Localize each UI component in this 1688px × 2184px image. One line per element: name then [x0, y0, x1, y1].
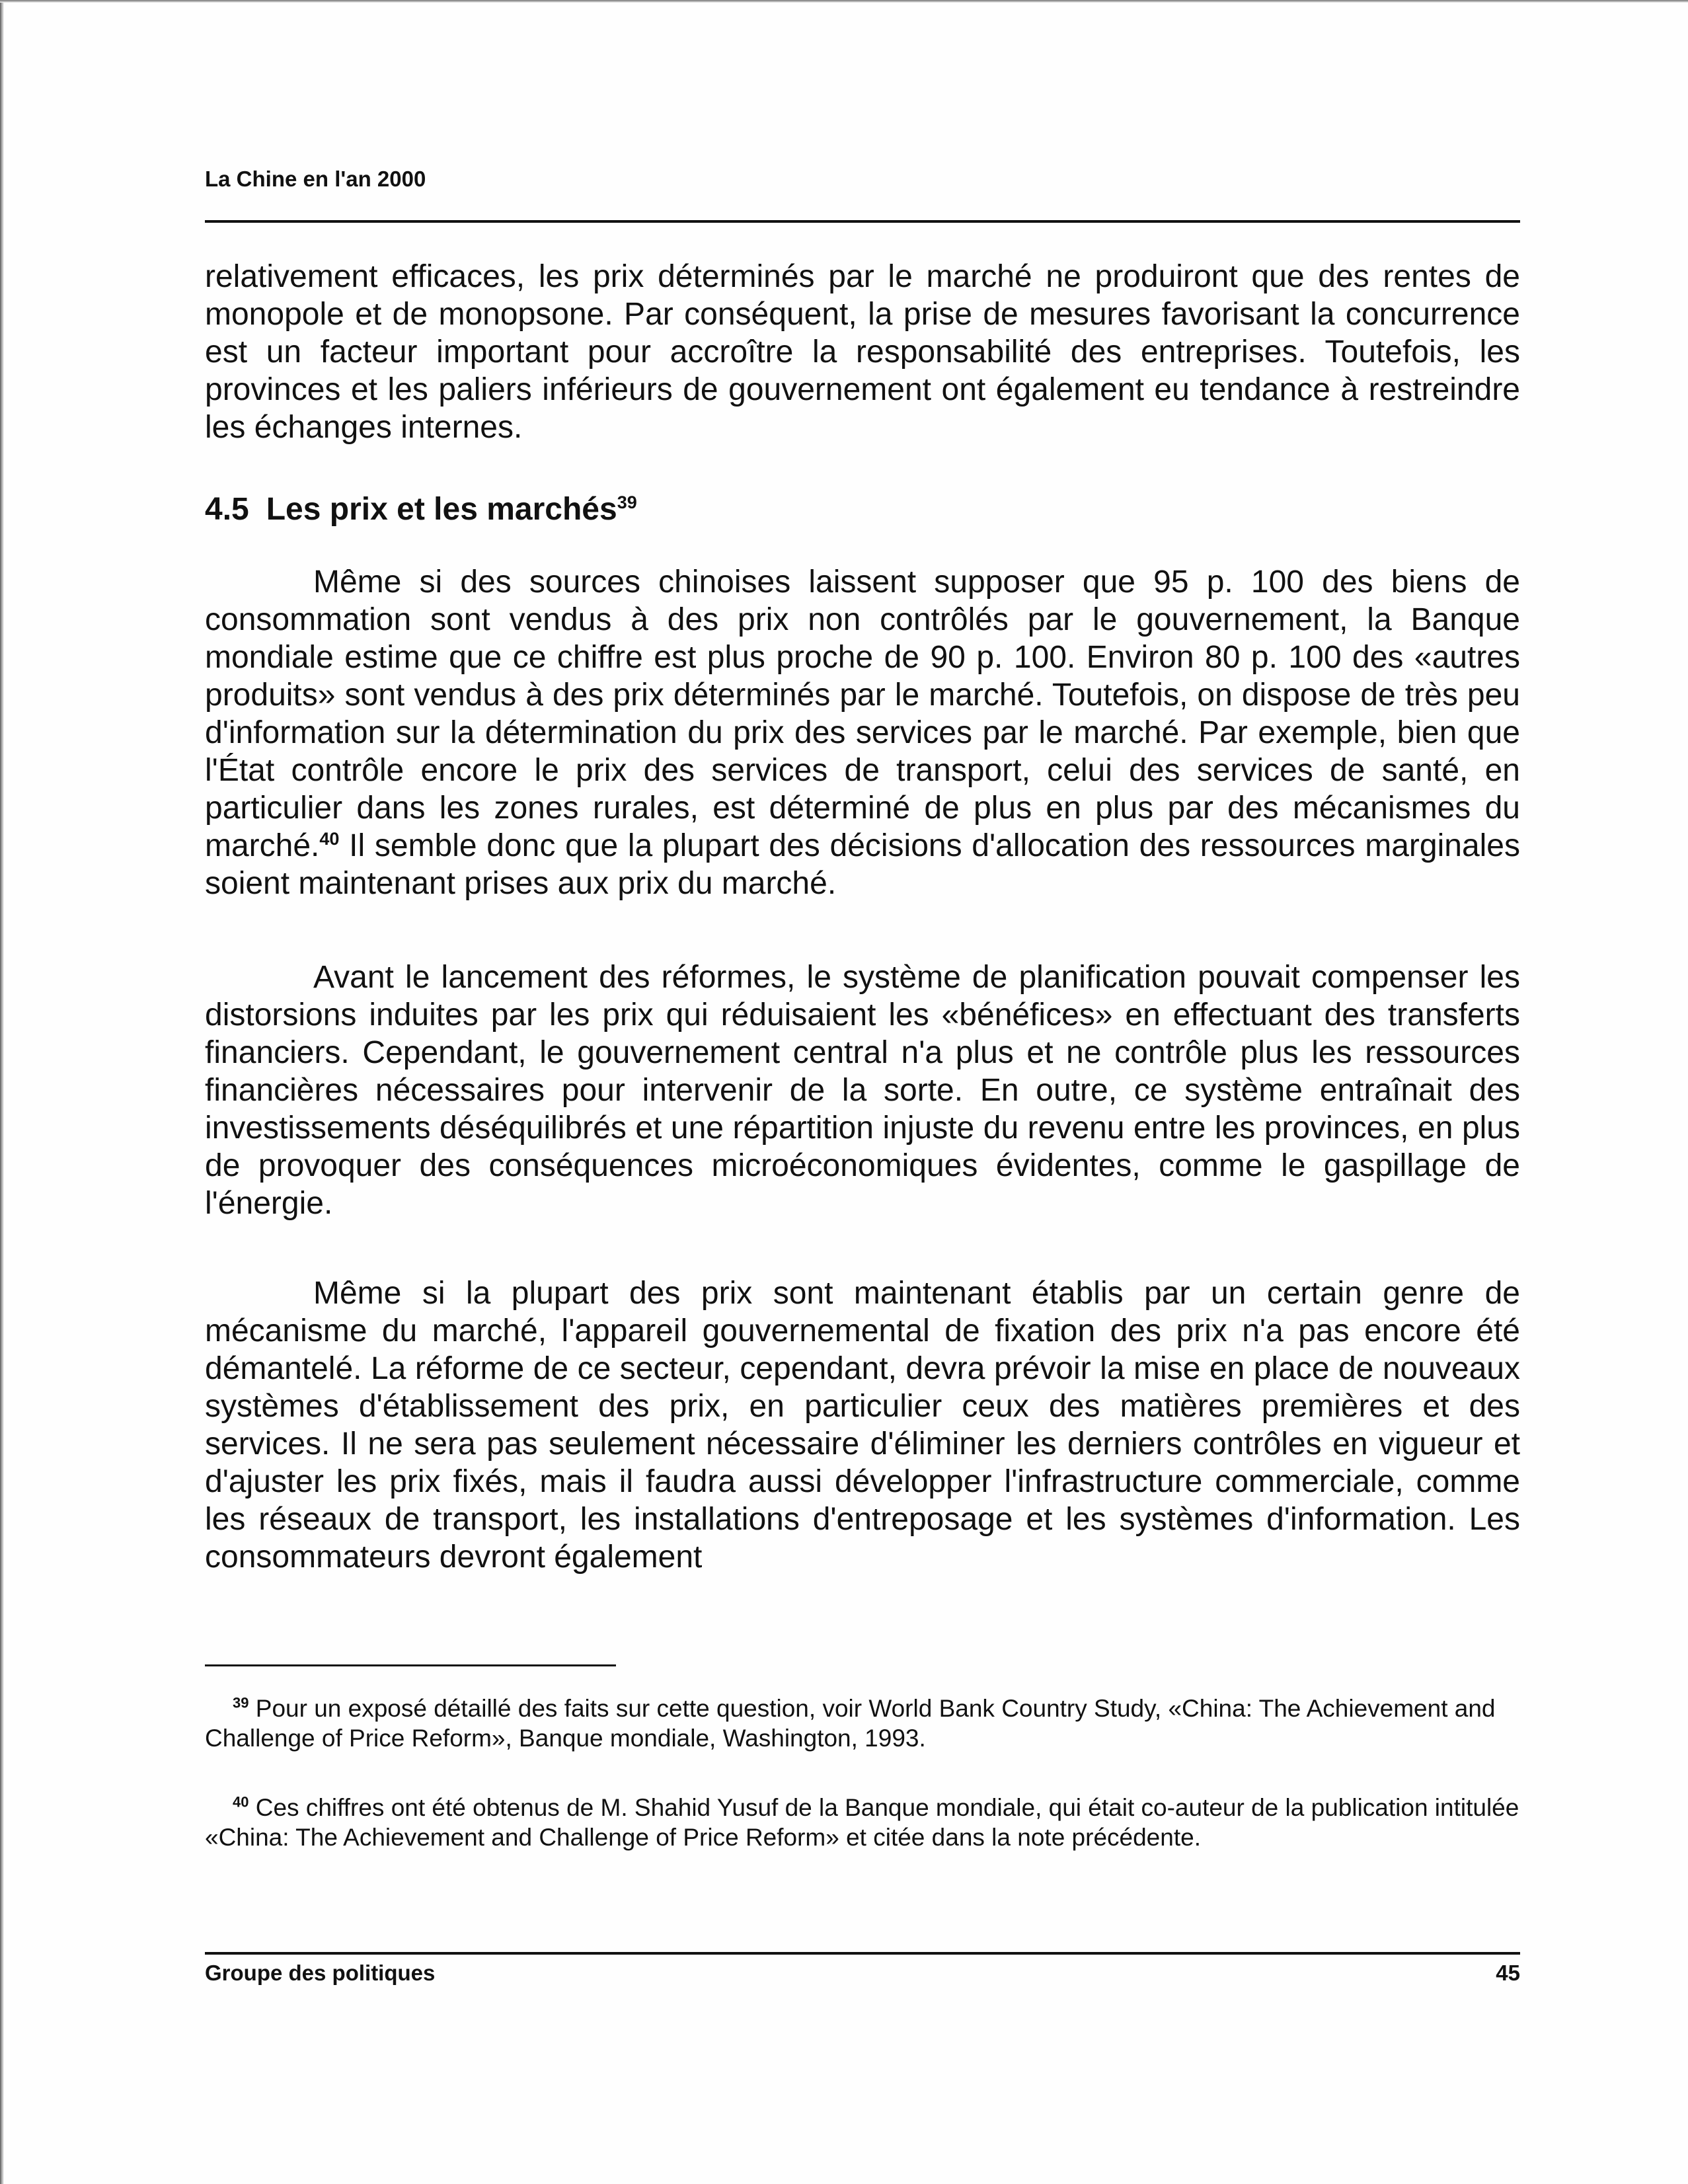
- footnote-40-text: Ces chiffres ont été obtenus de M. Shahid Yusuf de la Banque mondiale, qui était co-auteur de la publication intitulée «China: The Achievement and Challenge of Price Reform» et citée dans la note précédente.: [205, 1794, 1519, 1851]
- footer-rule: [205, 1952, 1520, 1955]
- running-header: La Chine en l'an 2000: [205, 167, 426, 191]
- page-number: 45: [1496, 1961, 1520, 1985]
- footer-organization: Groupe des politiques: [205, 1961, 436, 1985]
- paragraph-1-text-b: Il semble donc que la plupart des décisions d'allocation des ressources marginales soient maintenant prises aux prix du marché.: [205, 828, 1520, 901]
- footnote-39-text: Pour un exposé détaillé des faits sur cette question, voir World Bank Country Study, «China: The Achievement and Challenge of Price Reform», Banque mondiale, Washington, 1993.: [205, 1695, 1496, 1752]
- scan-edge-left: [0, 0, 4, 2184]
- footnote-40: [205, 1793, 1520, 1852]
- paragraph-3: Même si la plupart des prix sont maintenant établis par un certain genre de mécanisme du marché, l'appareil gouvernemental de fixation des prix n'a pas encore été démantelé. La réforme de ce secteur, cependant, devra prévoir la mise en place de nouveaux systèmes d'établissement des prix, en particulier ceux des matières premières et des services. Il ne sera pas seulement nécessaire d'éliminer les derniers contrôles en vigueur et d'ajuster les prix fixés, mais il faudra aussi développer l'infrastructure commerciale, comme les réseaux de transport, les installations d'entreposage et les systèmes d'information. Les consommateurs devront également: [205, 1276, 1520, 1575]
- footnote-39-number: 39: [233, 1694, 249, 1711]
- footnote-40-number: 40: [233, 1793, 249, 1811]
- section-heading: [205, 490, 637, 528]
- paragraph-1-text-a: Même si des sources chinoises laissent supposer que 95 p. 100 des biens de consommation sont vendus à des prix non contrôlés par le gouvernement, la Banque mondiale estime que ce chiffre est plus proche de 90 p. 100. Environ 80 p. 100 des «autres produits» sont vendus à des prix déterminés par le marché. Toutefois, on dispose de très peu d'information sur la détermination du prix des services par le marché. Par exemple, bien que l'État contrôle encore le prix des services de transport, celui des services de santé, en particulier dans les zones rurales, est déterminé de plus en plus par des mécanismes du marché.: [205, 565, 1520, 863]
- continuation-paragraph: relativement efficaces, les prix déterminés par le marché ne produiront que des rentes de monopole et de monopsone. Par conséquent, la prise de mesures favorisant la concurrence est un facteur important pour accroître la responsabilité des entreprises. Toutefois, les provinces et les paliers inférieurs de gouvernement ont également eu tendance à restreindre les échanges internes.: [205, 259, 1520, 445]
- footnote-separator: [205, 1664, 616, 1666]
- footnote-39: [205, 1694, 1520, 1753]
- section-number: 4.5: [205, 492, 249, 527]
- paragraph-1: [205, 563, 1520, 902]
- paragraph-2: Avant le lancement des réformes, le système de planification pouvait compenser les distorsions induites par les prix qui réduisaient les «bénéfices» en effectuant des transferts financiers. Cependant, le gouvernement central n'a plus et ne contrôle plus les ressources financières nécessaires pour intervenir de la sorte. En outre, ce système entraînait des investissements déséquilibrés et une répartition injuste du revenu entre les provinces, en plus de provoquer des conséquences microéconomiques évidentes, comme le gaspillage de l'énergie.: [205, 960, 1520, 1221]
- section-title: Les prix et les marchés: [266, 492, 617, 527]
- footnote-ref-40[interactable]: 40: [319, 829, 340, 849]
- header-rule: [205, 220, 1520, 223]
- footnote-ref-39[interactable]: 39: [617, 492, 637, 512]
- scan-edge-top: [0, 0, 1688, 3]
